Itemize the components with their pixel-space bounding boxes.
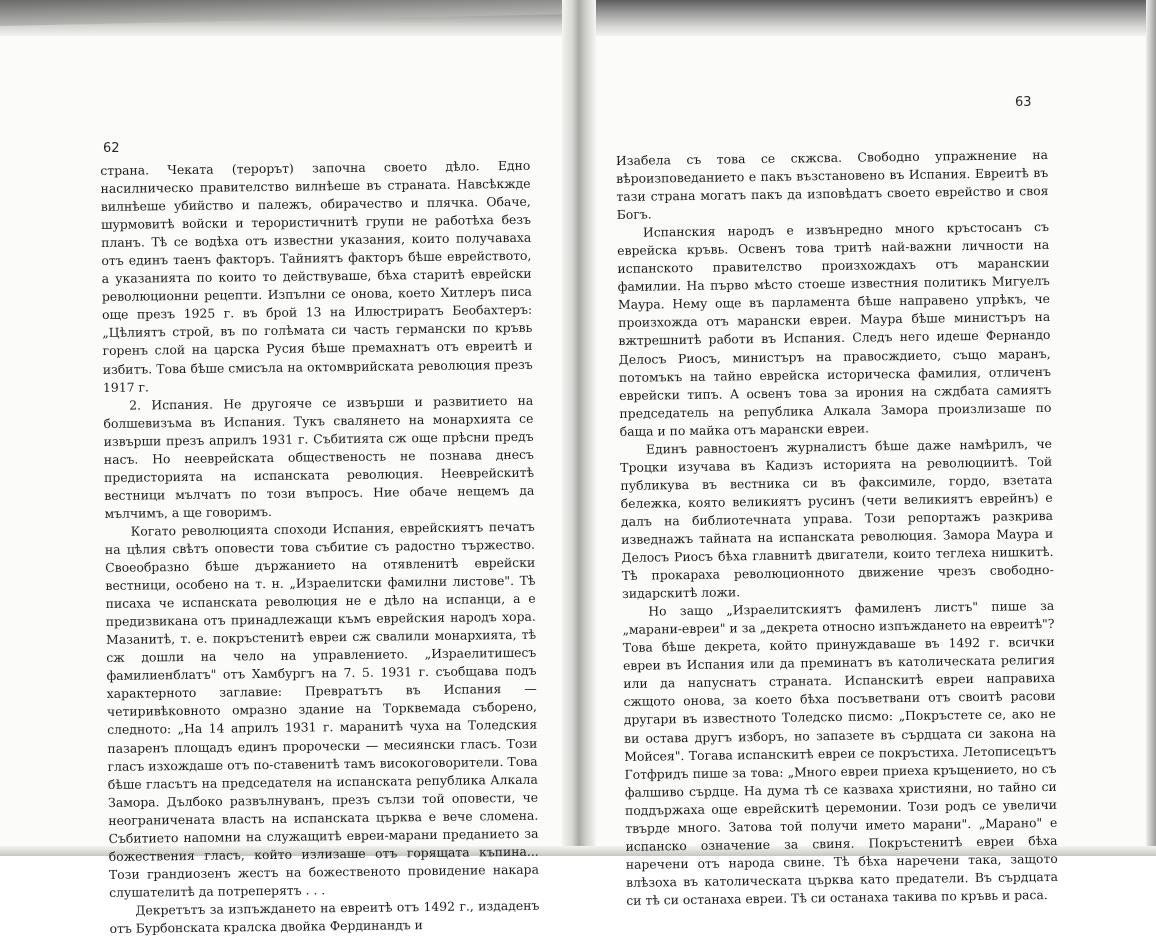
- left-paragraph-4: Декретътъ за изпъждането на евреитѣ отъ 1492 г., издаденъ отъ Бурбонската кралска двойка Фердинандъ и: [109, 897, 540, 936]
- left-paragraph-3: Когато революцията споходи Испания, еврейскиятъ печатъ на цѣлия свѣтъ оповести това събитие съ радостно тържество. Своеобразно бѣше държанието на отявленитѣ еврейски вестници, особено на т. н. „Израелитски фамилни листове". Тѣ писаха че испанската революция не е дѣло на испанци, а е предизвикана отъ принадлежащи къмъ еврейския народъ хора. Мазанитѣ, т. е. покръстенитѣ евреи сж свалили монархията, тѣ сж дошли на чело на управлението. „Израелитишесъ фамилиенблатъ" отъ Хамбургъ на 7. 5. 1931 г. съобщава подъ характерното заглавие: Превратътъ въ Испания — четиривѣковното омразно здание на Торквемада съборено, следното: „На 14 априлъ 1931 г. маранитѣ чуха на Толедския пазаренъ площадъ единъ пророчески — месиянски гласъ. Този гласъ изхождаше отъ по-ставенитѣ тамъ високоговорители. Това бѣше гласътъ на председателя на испанската република Алкала Замора. Дълбоко развълнуванъ, презъ сълзи той оповести, че неограничената власть на испанската църква е вече сломена. Събитието напомни на служащитѣ евреи-марани преданието за божествения гласъ, който излизаше отъ горящата къпина... Този грандиозенъ жестъ на божественото провидение накара слушателитѣ да потреперятъ . . .: [104, 518, 540, 900]
- left-page: [100, 137, 540, 938]
- right-paragraph-3: Единъ равностоенъ журналистъ бѣше даже намѣрилъ, че Троцки изучава въ Кадизъ историята на революциитѣ. Той публикува въ вестника си въ факсимиле, гордо, взетата бележка, която великиятъ русинъ (чети великиятъ еврейнъ) е далъ на библиотечната управа. Този репортажъ разкрива изведнажъ тайната на испанската революция. Замора Маура и Делосъ Риосъ бѣха главнитѣ двигатели, които теглеха нишкитѣ. Тѣ прокараха революционното движение чрезъ свободно-зидарскитѣ ложи.: [620, 435, 1054, 602]
- right-page: [615, 86, 1058, 910]
- left-page-number: 62: [103, 141, 120, 156]
- book-spine: [562, 0, 596, 856]
- left-paragraph-2: 2. Испания. Не другояче се извърши и развитието на болшевизъма въ Испания. Тукъ свалянето на монархията се извърши презъ априлъ 1931 г. Събитията сж още прѣсни предъ насъ. Но нееврейската общественость не познава днесъ предисторията на испанската революция. Нееврейскитѣ вестници мълчатъ по този въпросъ. Ние обаче нещемъ да мълчимъ, а ще говоримъ.: [103, 392, 535, 521]
- right-page-body: [616, 146, 1059, 910]
- right-page-number: 63: [1015, 95, 1032, 110]
- right-paragraph-1: Изабела съ това се скжсва. Свободно упражнение на вѣроизповеданието е пакъ възстановено въ Испания. Евреитѣ въ тази страна могатъ пакъ да изповѣдатъ своето еврейство и своя Богъ.: [615, 146, 1049, 223]
- left-page-body: [100, 157, 539, 938]
- right-paragraph-4: Но защо „Израелитскиятъ фамиленъ листъ" пише за „марани-евреи" и за „декрета относно изпъждането на евреитѣ"? Това бѣше декрета, който принуждаваше въ 1492 г. всички евреи въ Испания или да преминатъ въ католическата религия или да напуснатъ страната. Испанскитѣ евреи направиха сжщото онова, за което бѣха посъветвани отъ своитѣ расови другари въ известното Толедско писмо: „Покръстете се, ако не ви остава другъ изборъ, но запазете въ сърдцата си закона на Мойсея". Тогава испанскитѣ евреи се покръстиха. Летописецътъ Готфридъ пише за това: „Много евреи приеха кръщението, но съ фалшиво сърдце. На дума тѣ се казваха християни, но тайно си поддържаха още еврейскитѣ церемонии. Този родъ се увеличи твърде много. Затова той получи името марани". „Марано" е испанско означение за свиня. Покръстенитѣ евреи бѣха наречени отъ народа свине. Тѣ бѣха наречени така, защото влѣзоха въ католическата църква като предатели. Въ сърдцата си тѣ си останаха евреи. Тѣ си останаха такива по кръвь и раса.: [622, 598, 1059, 908]
- right-paragraph-2: Испанския народъ е извънредно много кръстосанъ съ еврейска кръвь. Освенъ това тритѣ най-важни личности на испанското правителство произхождахъ отъ маранскии фамилии. На първо мѣсто стоеше известния политикъ Мигуелъ Маура. Нему още въ парламента бѣше направено упрѣкъ, че произхожда отъ марански евреи. Маура бѣше министъръ на вжтрешнитѣ работи въ Испания. Следъ него идеше Фернандо Делосъ Риосъ, министъръ на правосждието, също маранъ, потомъкъ на тайно еврейска историческа фамилия, отличенъ еврейски типъ. А освенъ това за ирония на сждбата самиятъ председатель на република Алкала Замора произлизаше по баща и по майка отъ марански евреи.: [617, 219, 1052, 439]
- left-paragraph-1: страна. Чеката (терорът) започна своето дѣло. Едно насилническо правителство вилнѣеше въ страната. Навсѣкжде вилнѣеше убийство и палежъ, обирачество и плячка. Обаче, шурмовитѣ войски и терористичнитѣ групи не работѣха безъ планъ. Тѣ се водѣха отъ известни указания, които получаваха отъ единъ таенъ факторъ. Тайниятъ факторъ бѣше еврейството, а указанията по които то действуваше, бѣха старитѣ еврейски революционни рецепти. Изпълни се онова, което Хитлеръ писа още презъ 1925 г. въ брой 13 на Илюстриратъ Беобахтеръ: „Цѣлиятъ строй, въ по голѣмата си часть германски по кръвь горенъ слой на царска Русия бѣше премахнатъ отъ евреитѣ и избитъ. Това бѣше смисъла на октомврийската революция презъ 1917 г.: [100, 157, 533, 395]
- scan-right-edge: [1146, 0, 1156, 856]
